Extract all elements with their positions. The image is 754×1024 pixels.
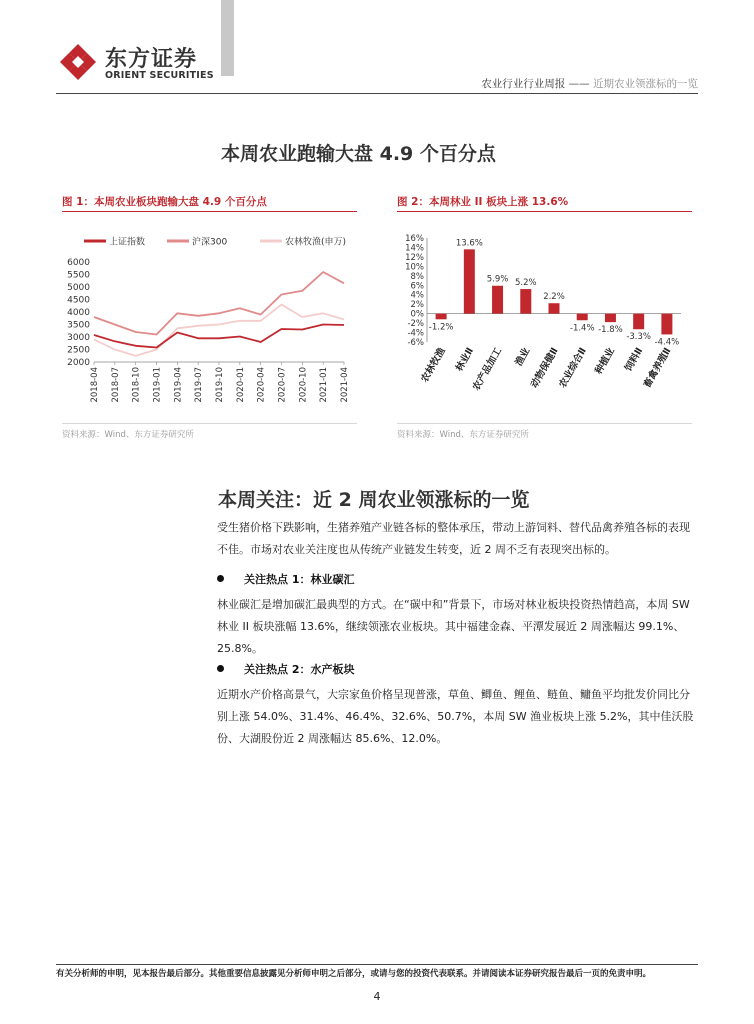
- bar-0: [436, 314, 447, 320]
- y-tick-label: -2%: [407, 319, 424, 330]
- category-label-5: 农业综合Ⅱ: [557, 346, 589, 390]
- y-tick-label: 2000: [67, 358, 90, 368]
- bar-5: [577, 314, 588, 321]
- y-tick-label: 3000: [67, 333, 90, 343]
- y-tick-label: 5000: [67, 283, 90, 293]
- bar-chart-sector-returns: [397, 215, 692, 420]
- x-tick-label: 2019-07: [194, 367, 205, 403]
- hotspot-2-title: 关注热点 2：水产板块: [244, 663, 355, 676]
- x-tick-label: 2019-04: [173, 367, 184, 403]
- x-tick-label: 2019-10: [215, 367, 225, 403]
- figure-2-bottom-rule: [397, 423, 692, 424]
- y-tick-label: 2%: [410, 300, 424, 311]
- bullet-dot-icon: [217, 665, 224, 672]
- report-type: 农业行业行业周报: [481, 78, 566, 90]
- footer-disclaimer: 有关分析师的申明，见本报告最后部分。其他重要信息披露见分析师申明之后部分，或请与您的投资代表联系。并请阅读本证券研究报告最后一页的免责申明。: [56, 969, 652, 979]
- y-tick-label: 4%: [410, 290, 424, 301]
- bar-7: [633, 314, 644, 330]
- y-tick-label: 5500: [67, 270, 90, 281]
- logo-english-name: ORIENT SECURITIES: [105, 70, 214, 81]
- x-tick-label: 2020-07: [277, 367, 288, 403]
- hotspot-1-paragraph: 林业碳汇是增加碳汇最典型的方式。在“碳中和”背景下，市场对林业板块投资热情趋高，本周 SW 林业 II 板块涨幅 13.6%，继续领涨农业板块。其中福建金森、平潭发展近 2 周涨幅达 99.1%、25.8%。: [217, 598, 690, 655]
- page-number: 4: [373, 990, 381, 1003]
- category-label-1: 林业Ⅱ: [453, 346, 476, 374]
- x-tick-label: 2018-10: [131, 367, 142, 403]
- y-tick-label: 14%: [405, 243, 424, 254]
- y-tick-label: 8%: [410, 271, 424, 282]
- figure-2-source: 资料来源：Wind、东方证券研究所: [397, 430, 529, 440]
- x-tick-label: 2020-04: [256, 367, 267, 403]
- category-label-0: 农林牧渔: [419, 346, 448, 385]
- figure-1-bottom-rule: [62, 423, 357, 424]
- legend-label-2: 农林牧渔(申万): [285, 237, 347, 248]
- y-tick-label: 3500: [67, 320, 90, 331]
- section-1-title: 本周农业跑输大盘 4.9 个百分点: [221, 143, 496, 165]
- category-label-7: 饲料Ⅱ: [623, 346, 646, 374]
- x-tick-label: 2020-10: [298, 367, 309, 403]
- y-tick-label: 4000: [67, 308, 90, 318]
- bar-value-label-4: 2.2%: [543, 292, 565, 303]
- bar-1: [464, 249, 475, 313]
- category-label-4: 动物保健Ⅱ: [528, 346, 561, 390]
- y-tick-label: 12%: [405, 252, 424, 263]
- hotspot-1-heading: [217, 571, 354, 587]
- report-header: [481, 76, 698, 91]
- hotspot-1-title: 关注热点 1：林业碳汇: [244, 573, 355, 586]
- legend-label-1: 沪深300: [192, 237, 228, 248]
- figure-2-title: 图 2：本周林业 II 板块上涨 13.6%: [397, 196, 569, 208]
- bar-value-label-5: -1.4%: [569, 323, 595, 334]
- bar-value-label-8: -4.4%: [654, 337, 680, 348]
- hotspot-2-paragraph: 近期水产价格高景气，大宗家鱼价格呈现普涨，草鱼、鲫鱼、鲤鱼、鲢鱼、鳙鱼平均批发价同比分别上涨 54.0%、31.4%、46.4%、32.6%、50.7%，本周 SW 渔业板块上涨 5.2%，其中佳沃股份、大湖股份近 2 周涨幅达 85.6%、12.0%。: [217, 688, 694, 745]
- series-line-0: [94, 325, 344, 348]
- line-chart-index-comparison: [62, 215, 357, 420]
- header-separator: ——: [568, 78, 590, 90]
- hotspot-2-heading: [217, 661, 354, 677]
- bar-value-label-7: -3.3%: [626, 332, 652, 343]
- bar-6: [605, 314, 616, 323]
- y-tick-label: 10%: [405, 262, 424, 273]
- report-subtitle: 近期农业领涨标的一览: [593, 78, 698, 90]
- intro-paragraph: 受生猪价格下跌影响，生猪养殖产业链各标的整体承压，带动上游饲料、替代品禽养殖各标的表现不佳。市场对农业关注度也从传统产业链发生转变，近 2 周不乏有表现突出标的。: [217, 521, 690, 556]
- legend-label-0: 上证指数: [109, 237, 146, 248]
- x-tick-label: 2018-04: [90, 367, 100, 403]
- bar-4: [549, 303, 560, 313]
- figure-1-source: 资料来源：Wind、东方证券研究所: [62, 430, 194, 440]
- bar-3: [520, 289, 531, 314]
- y-tick-label: 4500: [67, 295, 90, 306]
- logo-chinese-name: 东方证券: [105, 47, 198, 72]
- y-tick-label: 6000: [67, 258, 90, 268]
- y-tick-label: -6%: [407, 338, 424, 348]
- header-gray-bar: [221, 0, 234, 76]
- section-2-title: 本周关注：近 2 周农业领涨标的一览: [218, 489, 530, 511]
- y-tick-label: 2500: [67, 345, 90, 356]
- header-divider: [56, 93, 698, 94]
- bullet-dot-icon: [217, 575, 224, 582]
- y-tick-label: 16%: [405, 234, 424, 244]
- bar-value-label-1: 13.6%: [455, 238, 483, 249]
- category-label-2: 农产品加工: [470, 346, 505, 393]
- x-tick-label: 2018-07: [110, 367, 121, 403]
- category-label-3: 渔业: [513, 346, 533, 368]
- x-tick-label: 2020-01: [235, 367, 246, 403]
- footer-divider: [56, 964, 698, 965]
- bar-value-label-6: -1.8%: [598, 325, 623, 336]
- bar-8: [661, 314, 672, 335]
- y-tick-label: 0%: [410, 309, 424, 320]
- figure-1-top-rule: [62, 211, 357, 212]
- bar-value-label-2: 5.9%: [486, 274, 509, 285]
- bar-value-label-3: 5.2%: [514, 278, 537, 289]
- bar-value-label-0: -1.2%: [428, 322, 454, 333]
- figure-2-top-rule: [397, 211, 692, 212]
- x-tick-label: 2021-01: [319, 367, 330, 403]
- y-tick-label: -4%: [407, 328, 424, 339]
- category-label-8: 畜禽养殖Ⅱ: [641, 346, 674, 390]
- x-tick-label: 2021-04: [340, 367, 350, 403]
- orient-logo-icon: [58, 42, 98, 82]
- company-logo: [58, 42, 214, 82]
- y-tick-label: 6%: [410, 281, 424, 292]
- category-label-6: 种植业: [593, 346, 618, 377]
- bar-2: [492, 286, 503, 314]
- x-tick-label: 2019-01: [152, 367, 163, 403]
- figure-1-title: 图 1：本周农业板块跑输大盘 4.9 个百分点: [62, 196, 267, 208]
